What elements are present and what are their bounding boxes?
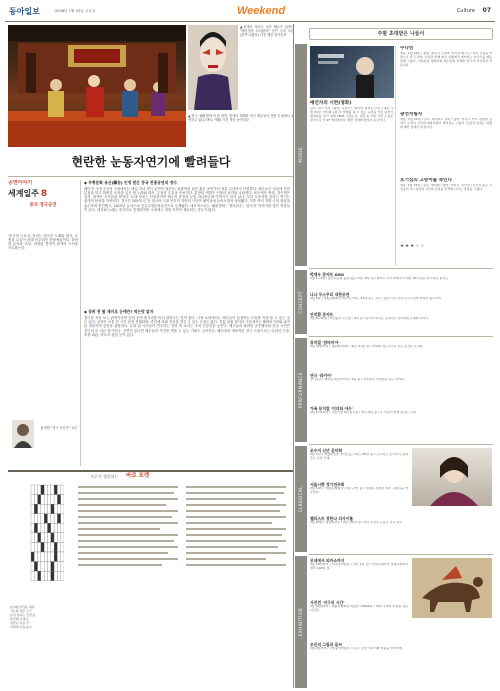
classical-item-text: 2월 20일 / 예술의전당 / 3만~10만 원 / 바흐 무반주 모음곡 전곡 연주. [310, 521, 404, 524]
crossword-cell [31, 485, 34, 495]
category-performance [295, 338, 307, 442]
rating-stars: ★★★☆☆ [400, 244, 426, 249]
instruction-line-1: [문제] 빈칸을 채워 [10, 605, 35, 609]
caption-text: ▲피에르 정리고 코가 벨트가 위에서 "베이징을 보러왔다" 공연 무대 모습(왼쪽 나왔다) 사진 제공 동아일보 [240, 25, 294, 37]
concert-item-text: 2월 8~10일 / 학전블루 소극장 / 4만 원 / 통기타 하나로 들려주는 안치환의 노래와 이야기. [310, 317, 430, 320]
instruction-line-2: 가로와 세로 모두 [10, 609, 33, 613]
crossword-cell [51, 571, 54, 581]
classical-item [310, 448, 408, 482]
crossword-cell [34, 504, 37, 514]
exhibition-item-text: 3월 2일까지 / 국립중앙박물관 / 무료 / 조선시대 서화 명품을 한자리에. [310, 647, 403, 650]
crossword-cell [61, 542, 64, 552]
performance-item [310, 406, 492, 439]
lead-text: '중국의 국보'로 불리는 경극은 노래와 대사, 무용과 무술이 한데 어우러진 종합예술이다. 화려한 분장과 의상, 과장된 몸짓이 관객의 시선을 사로잡는다. [8, 234, 78, 251]
crossword-cell [41, 552, 44, 562]
performance-item-title: 뮤지컬 '맘마미아' [310, 340, 340, 345]
exhibition-item-title: 모네에서 피카소까지 [310, 558, 345, 563]
crossword-cell [54, 552, 57, 562]
crossword-cell [48, 514, 51, 524]
crossword-cell [57, 533, 60, 543]
actor-portrait-photo [188, 25, 238, 110]
body-paragraph-2: 경극을 처음 보는 관객이라면 공연 전에 줄거리를 미리 알아두는 것이 좋다. 극장 로비에서는 배우들이 분장하는 모습을 직접 볼 수 있는 곳도 있다. 공연은 보통 한 시간 남짓 진행되며, 중간에 차와 간식을 즐길 수 있는 극장도 많다. 전통 찻집 형식의 극장에서는 해바라기씨와 과자를 곁들이며 공연을 관람한다. 무대 위 악사들이 연주하는 징과 북 소리는 극의 긴장감을 높인다. 배우들의 화려한 공중제비와 창술 시연은 경극의 또 다른 볼거리다. 공연이 끝나면 배우들과 사진을 찍을 수 있는 기회도 주어진다. 베이징의 대표적인 경극 극장으로는 리위안 극장, 후광 회관, 라오서 찻집 등이 있다. [84, 316, 290, 337]
crossword-cell [48, 504, 51, 514]
classical-item-title: 조수미 신년 음악회 [310, 448, 342, 453]
movie-4-title: 호기심의 고양이를 죽인다 [400, 178, 453, 183]
exhibition-item-text: 3월 16일까지 / 덕수궁미술관 / 성인 1만 원 / 인상주의부터 입체주의까지 명작 100여 점. [310, 563, 408, 570]
concert-item-title: 안치환 콘서트 [310, 312, 334, 317]
crossword-grid [30, 484, 64, 584]
crossword-cell [38, 533, 41, 543]
crossword-grid-svg [30, 484, 64, 584]
movie-2-text: 개봉: 1월 24일 / 출연: 레오나 트리엔, 마이클 베스트 / 원작 소설을 바탕으로 한 드라마. 가족과 함께 떠난 여행에서 벌어지는 이야기를 따뜻하게 그렸다. 아름다운 영상미와 배우들의 섬세한 연기가 어우러진 작품이다. [400, 52, 492, 67]
movie-card-1 [310, 46, 396, 266]
crossword-cell [54, 485, 57, 495]
category-movie-label: MOVIE [298, 147, 304, 163]
crossword-cell [41, 533, 44, 543]
crossword-cell [41, 495, 44, 505]
kicker-number: 8 [40, 188, 48, 199]
exhibition-painting [412, 558, 492, 618]
crossword-cell [48, 485, 51, 495]
performance-item-title: 가족 뮤지컬 '미녀와 야수' [310, 406, 353, 411]
author-bio [40, 426, 78, 446]
movie-3-title: 광선처림자 [400, 112, 423, 117]
crossword-cell [41, 504, 44, 514]
crossword-cell [51, 562, 54, 572]
performance-item [310, 340, 492, 373]
performance-list [310, 340, 492, 440]
crossword-cell [44, 523, 47, 533]
crossword-cell [31, 571, 34, 581]
instruction-line-6: 지면에 싣습니다. [10, 625, 33, 629]
crossword-cell [38, 523, 41, 533]
crossword-cell [34, 495, 37, 505]
category-exhibition [295, 556, 307, 688]
performance-item [310, 373, 492, 406]
crossword-cell [51, 485, 54, 495]
classical-item [310, 516, 408, 550]
category-movie [295, 44, 307, 266]
classical-item-title: 서울시향 정기연주회 [310, 482, 345, 487]
category-classical-label: CLASSICAL [298, 485, 304, 513]
exhibition-item-title: 조선의 그림과 글씨 [310, 642, 342, 647]
crossword-cell [61, 552, 64, 562]
classical-item-text: 2월 14일 / 세종문화회관 / 1만~7만 원 / 정명훈 지휘로 말러 교향곡을 연주한다. [310, 487, 408, 494]
crossword-cell [61, 514, 64, 524]
crossword-cell [44, 562, 47, 572]
crossword-cell [41, 571, 44, 581]
exhibition-list [310, 558, 408, 686]
crossword-cell [51, 533, 54, 543]
poster-illustration [310, 46, 394, 98]
category-performance-label: PERFORMANCE [298, 372, 304, 408]
concert-item-title: 박재우 콘서트 GGG [310, 272, 344, 277]
crossword-cell [34, 542, 37, 552]
concert-item [310, 272, 492, 292]
crossword-cell [44, 495, 47, 505]
crossword-cell [48, 562, 51, 572]
page-number: 07 [482, 7, 491, 14]
movie-card-4 [400, 178, 492, 238]
crossword-cell [57, 552, 60, 562]
crossword-cell [61, 523, 64, 533]
crossword-cell [61, 485, 64, 495]
section-name: Culture [456, 8, 475, 14]
concert-item-title: 나나 무스꾸리 내한공연 [310, 292, 350, 297]
article-subtitle: 중국 경극공연 [29, 202, 57, 208]
crossword-cell [54, 562, 57, 572]
crossword-cell [44, 514, 47, 524]
crossword-cell [51, 495, 54, 505]
crossword-cell [38, 552, 41, 562]
concert-item [310, 312, 492, 332]
crossword-cell [51, 542, 54, 552]
crossword-cell [57, 514, 60, 524]
crossword-cell [44, 542, 47, 552]
crossword-cell [61, 562, 64, 572]
bio-text: 윤정화 "경극 전문가" 교수 [40, 426, 78, 430]
crossword-cell [41, 514, 44, 524]
author-photo [12, 420, 34, 448]
crossword-cell [41, 562, 44, 572]
crossword-cell [57, 485, 60, 495]
opera-stage-photo [8, 25, 186, 147]
crossword-cell [57, 542, 60, 552]
crossword-cell [31, 542, 34, 552]
crossword-cell [31, 495, 34, 505]
crossword-cell [38, 504, 41, 514]
crossword-cell [51, 504, 54, 514]
crossword-cell [44, 504, 47, 514]
crossword-cell [31, 523, 34, 533]
classical-item-text: 2월 2일 / 예술의전당 콘서트홀 / 5만~20만 원 / 소프라노 조수미가 들려주는 신년 무대. [310, 453, 408, 460]
classical-list [310, 448, 408, 552]
concert-list [310, 272, 492, 334]
crossword-cell [31, 514, 34, 524]
category-exhibition-label: EXHIBITION [298, 607, 304, 637]
concert-item [310, 292, 492, 312]
crossword-cell [61, 495, 64, 505]
photo-caption-2 [188, 114, 294, 146]
crossword-cell [48, 523, 51, 533]
section-heading-2: ◆ 장려 전 볼 재미로 눈에만? 먹는맛 알자 [84, 309, 154, 315]
horse-painting-illustration [412, 558, 492, 618]
crossword-cell [34, 571, 37, 581]
crossword-cell [34, 562, 37, 572]
instruction-line-5: 정답은 다음 주 [10, 621, 30, 625]
crossword-cell [44, 552, 47, 562]
crossword-cell [34, 523, 37, 533]
exhibition-item-title: 사진전 '지구의 시간' [310, 600, 345, 605]
guide-title: 주말 초대받은 나들이 [377, 31, 425, 37]
category-concert [295, 270, 307, 334]
crossword-cell [51, 523, 54, 533]
exhibition-item [310, 558, 408, 600]
movie-1-title: 예언자의 시련(영화) [310, 101, 352, 106]
performance-item-text: 2월 17일까지 / 국립극장 해오름극장 / 3만~6만 원 / 온 가족이 함께 즐기는 무대. [310, 411, 417, 414]
instruction-line-3: 뜻이 통하는 단어를 [10, 613, 36, 617]
weekend-brand: Weekend [237, 5, 286, 17]
newspaper-logo: 동아일보 [9, 6, 40, 16]
crossword-cell [54, 533, 57, 543]
crossword-cell [51, 514, 54, 524]
crossword-cell [57, 495, 60, 505]
guide-header [309, 28, 493, 40]
crossword-clues [78, 484, 290, 584]
issue-date: 2008년 1월 25일 금요일 [55, 9, 96, 13]
caption-text-2: ▲'경극 '패왕별희'의 한 장면. 밤에서 재해한 경극 배우들이 전통 무대에서 공연하고 있다.(바로 아래) 사진 제공 동아일보 [188, 114, 294, 122]
crossword-cell [48, 552, 51, 562]
crossword-cell [38, 495, 41, 505]
classical-item-title: 첼리스트 장한나 리사이틀 [310, 516, 353, 521]
kicker-label: 공연이야기 [8, 180, 33, 186]
classical-photo [412, 448, 492, 506]
crossword-cell [44, 533, 47, 543]
crossword-cell [31, 533, 34, 543]
crossword-cell [48, 533, 51, 543]
article-lead [8, 234, 78, 412]
masthead [5, 4, 495, 20]
movie-rating [400, 244, 492, 254]
crossword-heading: 가로가 생각하는 [90, 474, 119, 479]
series-kicker [8, 180, 78, 232]
crossword-heading-emphasis: 바로 포켓 [126, 473, 150, 479]
performance-item-text: 3월 30일까지 / 샤롯데씨어터 / 4만~13만 원 / 아바의 히트곡으로 만든 흥겨운 뮤지컬. [310, 345, 424, 348]
crossword-cell [48, 571, 51, 581]
crossword-cell [51, 552, 54, 562]
crossword-cell [57, 571, 60, 581]
instruction-line-4: 완성해 보세요. [10, 617, 30, 621]
crossword-cell [54, 504, 57, 514]
performance-item-text: 상시공연 / 대학로 파랑씨어터 / 2만 원 / 거짓말이 거짓말을 낳는 코미디. [310, 378, 405, 381]
crossword-cell [54, 495, 57, 505]
article-headline: 현란한 눈동자연기에 빨려들다 [71, 155, 231, 169]
crossword-cell [61, 571, 64, 581]
crossword-cell [34, 552, 37, 562]
stage-illustration [8, 25, 186, 147]
crossword-cell [38, 514, 41, 524]
crossword-title [8, 470, 294, 480]
category-classical [295, 446, 307, 552]
crossword-cell [61, 504, 64, 514]
crossword-cell [44, 485, 47, 495]
category-concert-label: CONCERT [298, 290, 304, 314]
section-heading-1: ◆ 무형문화 유산(聯合) 인정 받은 중국 전통공연의 정수 [84, 180, 177, 185]
crossword-cell [54, 571, 57, 581]
crossword-instructions [10, 605, 70, 645]
movie-poster-1 [310, 46, 394, 98]
author-portrait-icon [12, 420, 34, 448]
crossword-cell [38, 542, 41, 552]
crossword-cell [57, 562, 60, 572]
crossword-cell [41, 542, 44, 552]
actor-illustration [188, 25, 238, 110]
crossword-cell [44, 571, 47, 581]
exhibition-item-text: 2월 24일까지 / 세종문화회관 미술관 / 8000원 / 세계 각지의 자연을 담은 사진전. [310, 605, 408, 612]
crossword-cell [57, 504, 60, 514]
movie-card-2 [400, 46, 492, 106]
crossword-cell [54, 514, 57, 524]
crossword-cell [38, 562, 41, 572]
crossword-cell [48, 542, 51, 552]
crossword-cell [38, 571, 41, 581]
clues-svg [78, 484, 290, 584]
body-paragraph-1: 베이징 시내 곳곳의 극장에서는 매일 저녁 경극 공연이 열린다. 관광객을 위한 짧은 공연부터 정통 무대까지 다양하다. 배우들은 얼굴에 진한 분장을 하고 화려한 의상을 입은 채 노래와 대사, 무용과 무술을 선보인다. 분장의 색깔은 인물의 성격을 나타낸다. 붉은색은 충성, 검은색은 강직, 흰색은 간사함을 뜻한다. 무대 장치는 단출하지만 배우의 몸짓과 눈빛 하나하나에 이야기가 담겨 있다. 특히 눈동자를 굴리는 연기는 관객의 탄성을 자아낸다. 경극은 200여 년 전 청나라 시대 안후이 지방의 극단이 베이징에 들어오면서 형성됐다. 이후 여러 지방 극의 장점을 흡수하며 발전했고, 2010년 유네스코 인류무형문화유산으로 등재됐다. 대표작으로는 '패왕별희', '귀비취주', '삼국지' 이야기를 담은 작품들이 있다. 대사와 노래는 중국어로 진행되지만 극장에는 영어 자막이 제공되는 경우가 많다. [84, 187, 290, 212]
crossword-cell [57, 523, 60, 533]
crossword-cell [61, 533, 64, 543]
exhibition-item [310, 642, 408, 684]
kicker-series: 세계일주 [8, 187, 39, 198]
singer-illustration [412, 448, 492, 506]
crossword-cell [34, 514, 37, 524]
crossword-cell [54, 523, 57, 533]
movie-2-title: 쿠나빈 [400, 46, 414, 51]
crossword-cell [48, 495, 51, 505]
article-headline-box [8, 152, 294, 172]
crossword-cell [34, 485, 37, 495]
crossword-cell [31, 504, 34, 514]
concert-item-text: 2월 1~3일 / 올림픽공원 올림픽홀 / 3만~8만 원 / 발라드 가수 박재우가 데뷔 10주년을 맞아 여는 콘서트. [310, 277, 450, 280]
exhibition-item [310, 600, 408, 642]
crossword-cell [34, 533, 37, 543]
concert-item-text: 2월 5일 / 세종문화회관 대극장 / 5만~15만 원 / 그리스 출신 가수 나나 무스꾸리의 마지막 월드투어. [310, 297, 442, 300]
crossword-cell [41, 523, 44, 533]
crossword-cell [41, 485, 44, 495]
photo-caption [240, 25, 294, 61]
crossword-cell [31, 562, 34, 572]
article-body [84, 180, 290, 466]
crossword-cell [38, 485, 41, 495]
movie-3-text: 개봉: 1월 24일 / 감독: 데이비드 밀러 / 출연: 리처드 기어. 평범한 남자가 우연히 사건에 휘말리면서 벌어지는 스릴러. 긴장감 넘치는 연출과 빠른 전개가 특징이다. [400, 118, 492, 129]
movie-1-text: 감독: 마크 어선 / 출연: 니콜라스 케이지, 줄리안 무어 / 개봉: 1월 31일. 자신의 2분 뒤 미래를 볼 수 있는 능력을 가진 남자가 테러범을 막기 위해 FBI와 손잡는다. 필립 K 딕의 단편 소설을 원작으로 한 SF 액션물이다. 빠른 전개와 반전이 돋보인다. [310, 107, 393, 122]
performance-item-title: 연극 '라이어' [310, 373, 332, 378]
crossword-cell [54, 542, 57, 552]
movie-card-3 [400, 112, 492, 172]
classical-item [310, 482, 408, 516]
crossword-cell [31, 552, 34, 562]
movie-4-text: 개봉: 1월 31일 / 감독: 양선희 / 출연: 이영진, 김민선 / 호기심 많은 주인공이 미스터리한 사건의 진실을 추적해 나가는 과정을 그렸다. [400, 184, 492, 191]
